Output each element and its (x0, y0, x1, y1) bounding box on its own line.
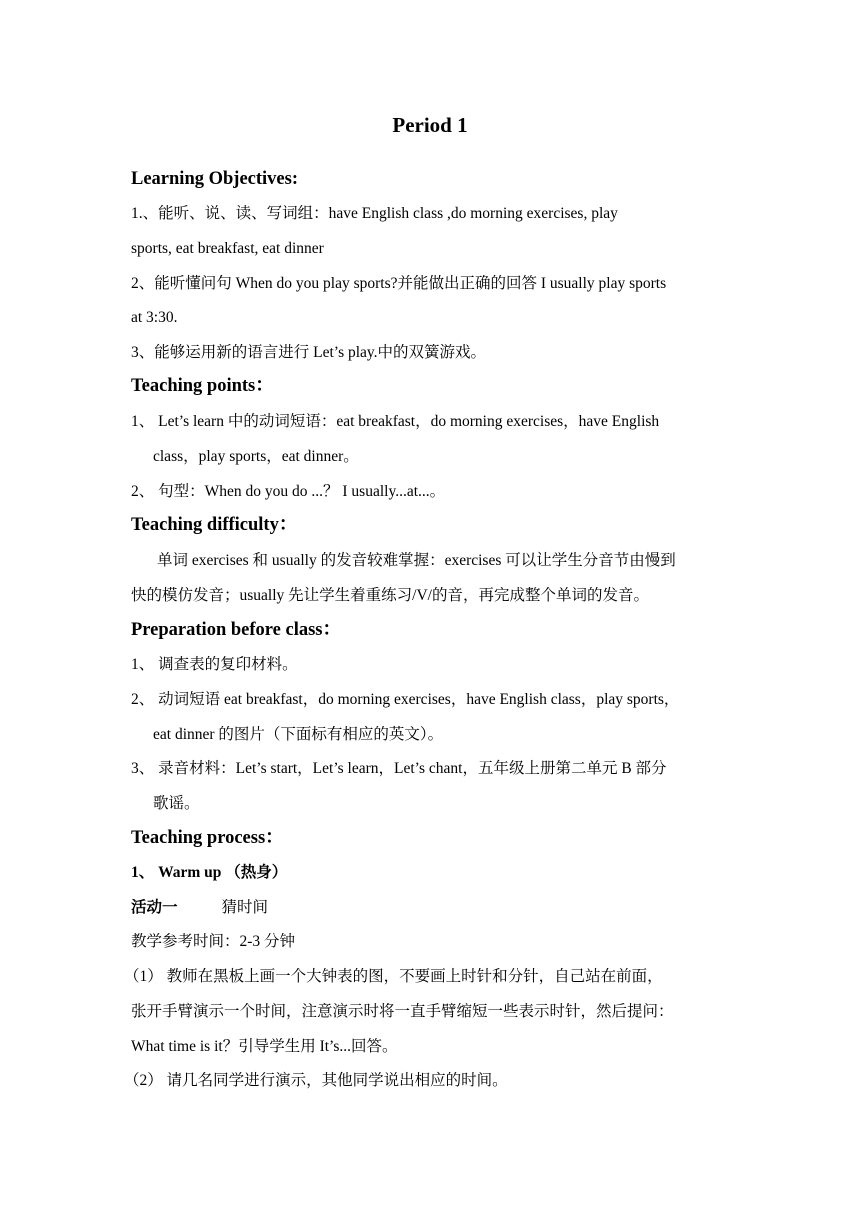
teaching-points-heading: Teaching points： (131, 376, 274, 396)
objective-line-4: at 3:30. (131, 309, 178, 326)
reference-time: 教学参考时间：2-3 分钟 (131, 933, 296, 950)
difficulty-line-2: 快的模仿发音；usually 先让学生着重练习/V/的音，再完成整个单词的发音。 (131, 587, 649, 604)
teaching-point-line-1: 1、 Let’s learn 中的动词短语：eat breakfast，do morning exercises，have English (131, 413, 660, 430)
warmup-heading: 1、 Warm up （热身） (131, 864, 288, 881)
preparation-line-2: 2、 动词短语 eat breakfast，do morning exercises，have English class，play sports， (131, 691, 680, 708)
step-line-4: （2） 请几名同学进行演示，其他同学说出相应的时间。 (124, 1072, 508, 1089)
activity-label: 活动一 (131, 899, 178, 916)
preparation-line-5: 歌谣。 (153, 795, 200, 812)
preparation-heading: Preparation before class： (131, 620, 341, 640)
preparation-line-1: 1、 调查表的复印材料。 (131, 656, 298, 673)
step-line-3: What time is it？引导学生用 It’s...回答。 (131, 1038, 398, 1055)
preparation-line-4: 3、 录音材料：Let’s start，Let’s learn，Let’s chant，五年级上册第二单元 B 部分 (131, 760, 667, 777)
teaching-process-heading: Teaching process： (131, 828, 284, 848)
page-title: Period 1 (392, 113, 468, 137)
teaching-point-line-3: 2、 句型：When do you do ...？ I usually...at...。 (131, 483, 446, 500)
objective-line-3: 2、能听懂问句 When do you play sports?并能做出正确的回答 I usually play sports (131, 275, 667, 292)
objective-line-2: sports, eat breakfast, eat dinner (131, 240, 324, 257)
step-line-1: （1） 教师在黑板上画一个大钟表的图，不要画上时针和分针，自己站在前面， (124, 968, 663, 985)
objective-line-1: 1.、能听、说、读、写词组：have English class ,do morning exercises, play (131, 205, 618, 222)
learning-objectives-heading: Learning Objectives: (131, 169, 298, 189)
objective-line-5: 3、能够运用新的语言进行 Let’s play.中的双簧游戏。 (131, 344, 487, 361)
activity-name: 猜时间 (221, 899, 269, 916)
teaching-difficulty-heading: Teaching difficulty： (131, 515, 298, 535)
activity-line (131, 896, 268, 920)
preparation-line-3: eat dinner 的图片（下面标有相应的英文）。 (153, 726, 444, 743)
difficulty-line-1: 单词 exercises 和 usually 的发音较难掌握：exercises 可以让学生分音节由慢到 (157, 552, 676, 569)
step-line-2: 张开手臂演示一个时间，注意演示时将一直手臂缩短一些表示时针，然后提问： (131, 1003, 674, 1020)
teaching-point-line-2: class，play sports，eat dinner。 (153, 448, 359, 465)
